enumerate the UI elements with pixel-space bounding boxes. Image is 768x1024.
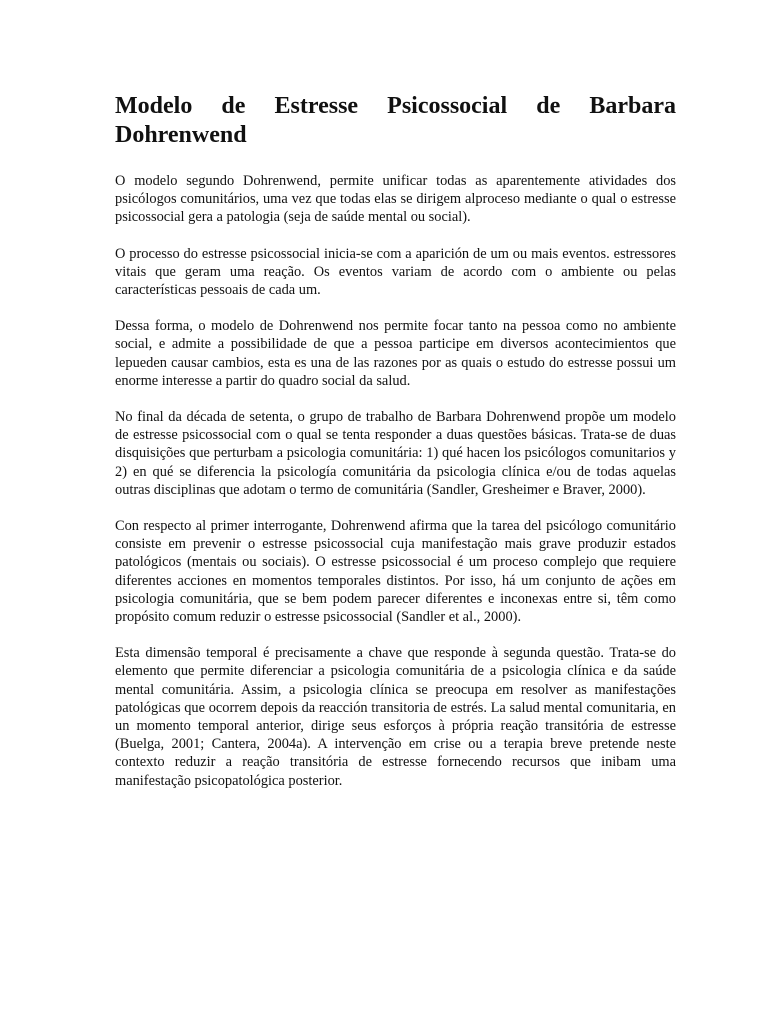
- paragraph-3: Dessa forma, o modelo de Dohrenwend nos permite focar tanto na pessoa como no ambiente social, e admite a possibilidade de que a pessoa participe em diversos acontecimientos que lepueden causar cambios, esta es una de las razones por as quais o estudo do estresse possui um enorme interesse a partir do quadro social da salud.: [115, 318, 676, 389]
- paragraph-4: No final da década de setenta, o grupo de trabalho de Barbara Dohrenwend propõe um modelo de estresse psicossocial com o qual se tenta responder a duas questões básicas. Trata-se de duas disquisições que perturbam a psicologia comunitária: 1) qué hacen los psicólogos comunitarios y 2) en qué se diferencia la psicología comunitária da psicologia clínica e/ou de todas aquelas outras disciplinas que adotam o termo de comunitária (Sandler, Gresheimer e Braver, 2000).: [115, 409, 676, 498]
- paragraph-1: O modelo segundo Dohrenwend, permite unificar todas as aparentemente atividades dos psicólogos comunitários, uma vez que todas elas se dirigem alproceso mediante o qual o estresse psicossocial gera a patologia (seja de saúde mental ou social).: [115, 173, 676, 226]
- paragraph-2: O processo do estresse psicossocial inicia-se com a aparición de um ou mais eventos. estressores vitais que geram uma reação. Os eventos variam de acordo com o ambiente ou pelas características pessoais de cada um.: [115, 245, 676, 299]
- paragraph-6: Esta dimensão temporal é precisamente a chave que responde à segunda questão. Trata-se do elemento que permite diferenciar a psicologia comunitária de a psicologia clínica e da saúde mental comunitária. Assim, a psicologia clínica se preocupa em resolver as manifestações patológicas que ocorrem depois da reacción transitoria de estrés. La salud mental comunitaria, en un momento temporal anterior, dirige seus esforços à própria reação transitória de estresse (Buelga, 2001; Cantera, 2004a). A intervenção em crise ou a terapia breve pretende neste contexto reduzir a reação transitória de estresse fornecendo recursos que inibam uma manifestação psicopatológica posterior.: [115, 645, 676, 789]
- document-title: Modelo de Estresse Psicossocial de Barbara Dohrenwend: [115, 93, 676, 148]
- document-page: [115, 92, 676, 808]
- paragraph-5: Con respecto al primer interrogante, Dohrenwend afirma que la tarea del psicólogo comunitário consiste em prevenir o estresse psicossocial cuja manifestação mais grave produzir estados patológicos (mentais ou sociais). O estresse psicossocial é um proceso complejo que requiere diferentes acciones en momentos temporales distintos. Por isso, há um conjunto de ações em psicologia comunitária, que se bem podem parecer diferentes e inconexas entre si, têm como propósito comum reduzir o estresse psicossocial (Sandler et al., 2000).: [115, 518, 676, 626]
